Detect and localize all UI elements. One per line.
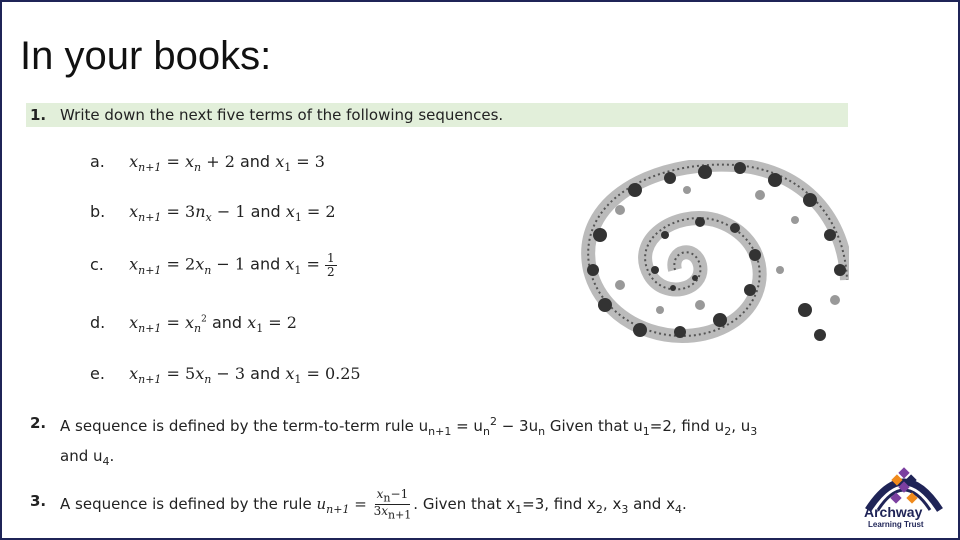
- sequence-item-e: e. $x_{n+1} = 5x_n - 3$ and $x_1 = 0.25$: [90, 364, 361, 387]
- logo-subtitle: Learning Trust: [868, 520, 924, 529]
- sequence-item-a: a. $x_{n+1} = x_n + 2$ and $x_1 = 3$: [90, 152, 325, 175]
- question-1-text: Write down the next five terms of the following sequences.: [60, 106, 504, 124]
- slide-title: In your books:: [20, 34, 272, 78]
- sequence-item-c: c. $x_{n+1} = 2x_n - 1$ and $x_1$ = $\frac{1}{2}$: [90, 251, 335, 279]
- sequence-item-d: d. $x_{n+1} = x_n^2$ and $x_1 = 2$: [90, 313, 297, 336]
- question-1-number: 1.: [30, 106, 47, 124]
- question-2-number: 2.: [30, 414, 47, 432]
- question-3-text: A sequence is defined by the rule $u_{n+1}$ = $\frac{x_n-1}{3x_{n+1}}$ . Given that $x_1=3$, find $x_2$, $x_3$ and $x_4$.: [60, 487, 687, 522]
- question-2-text: A sequence is defined by the term-to-term rule $u_{n+1} = u_n^2 - 3u_n$ Given that $u_1=2$, find $u_2$, $u_3$ and $u_4$.: [60, 415, 758, 468]
- fractal-spiral-image: [575, 160, 849, 360]
- fraction-rule: $\frac{x_n-1}{3x_{n+1}}$: [373, 487, 412, 522]
- logo-name: Archway: [864, 504, 923, 520]
- sequence-item-b: b. $x_{n+1} = 3n_x - 1$ and $x_1 = 2$: [90, 202, 336, 225]
- question-3-number: 3.: [30, 492, 47, 510]
- fraction-half: $\frac{1}{2}$: [326, 251, 335, 279]
